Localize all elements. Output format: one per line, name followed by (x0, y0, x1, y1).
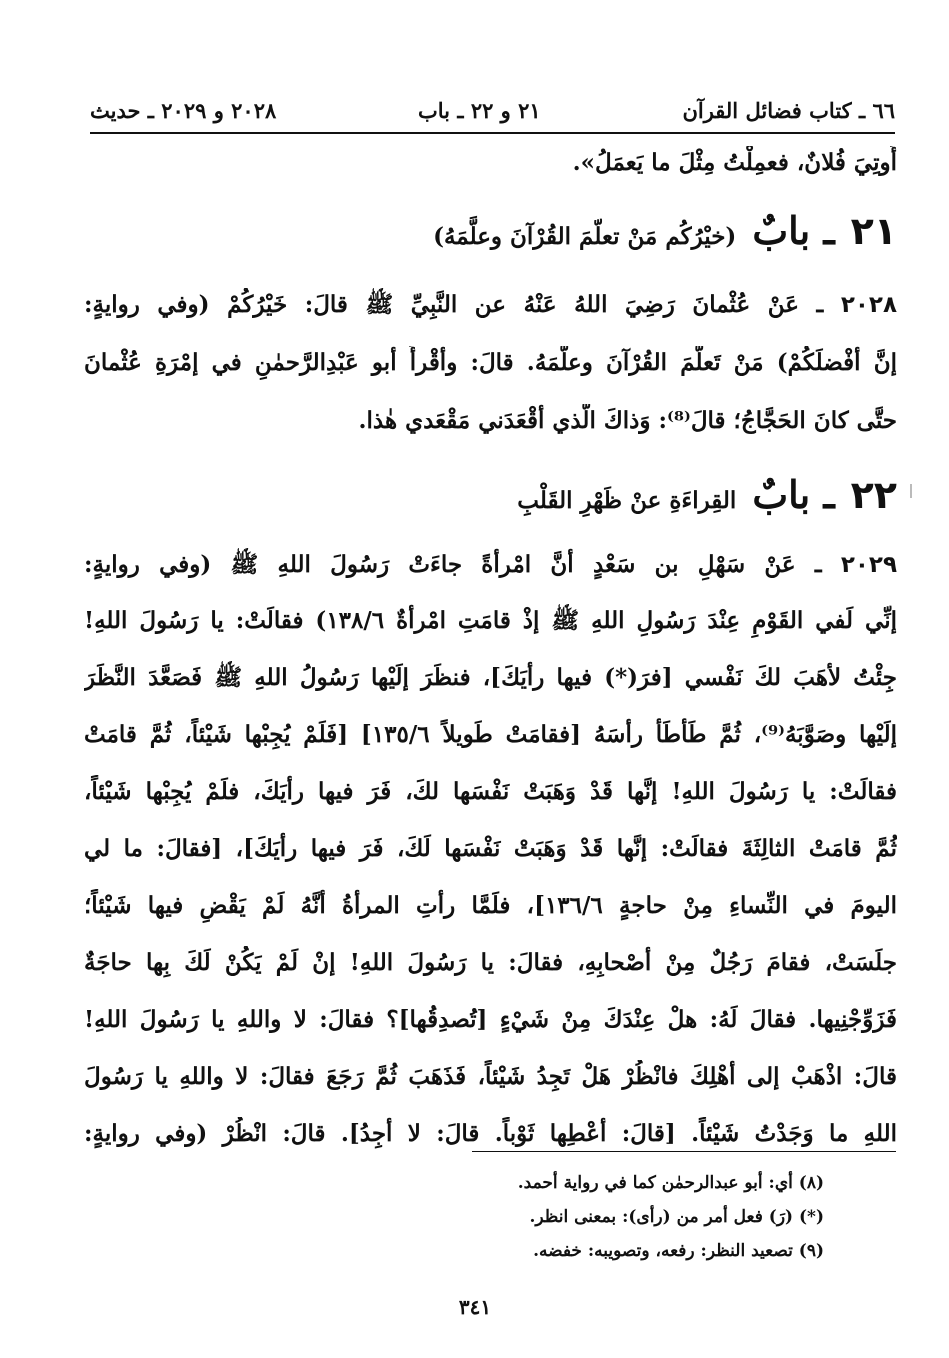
chapter-word: ـ بابٌ (752, 472, 835, 517)
hadith-text: ـ عَنْ عُثْمانَ رَضِيَ اللهُ عَنْهُ عن النَّبِيِّ ﷺ قالَ: خَيْرُكُمْ (وفي روايةٍ: (84, 291, 824, 318)
hadith-2028-line (84, 288, 897, 322)
text-line: إلَيْها وصَوَّبَهُ⁽⁹⁾، ثُمَّ طَأْطَأَ رأسَهُ [فقامَتْ طَويلاً ١٣٥/٦] [فَلَمْ يُجِبْها شَيْئاً، ثُمَّ قامَتْ (84, 721, 897, 748)
hadith-number: ٢٠٢٩ (840, 552, 897, 578)
text-line: جلَسَتْ، فقامَ رَجُلٌ مِنْ أصْحابِهِ، فقالَ: يا رَسُولَ اللهِ! إنْ لَمْ يَكُنْ لَكَ بِها حاجَةٌ (84, 949, 897, 976)
text-line: إنِّي لَفي القَوْمِ عِنْدَ رَسُولِ اللهِ ﷺ إذْ قامَتِ امْرأةٌ ١٣٨/٦) فقالَتْ: يا رَسُولَ اللهِ! (84, 607, 897, 634)
hadith-number: ٢٠٢٨ (840, 292, 897, 318)
margin-mark (910, 484, 912, 498)
page-number: ٣٤١ (458, 1295, 492, 1319)
chapter-number: ٢١ (850, 209, 897, 253)
running-header (90, 93, 895, 127)
text-line: أُوتِيَ فُلانٌ، فعمِلْتُ مِثْلَ ما يَعمَلُ». (572, 149, 897, 176)
footnote: (٨) أي: أبو عبدالرحمٰن كما في رواية أحمد. (517, 1173, 824, 1193)
chapter-heading-22 (84, 472, 897, 517)
header-hadith-range: ٢٠٢٨ و ٢٠٢٩ ـ حديث (90, 97, 277, 123)
header-chapter: ٢١ و ٢٢ ـ باب (418, 97, 541, 123)
footnote: (٩) تصعيد النظر: رفعه، وتصويبه: خفضه. (533, 1241, 824, 1261)
chapter-word: ـ بابٌ (752, 208, 835, 253)
hadith-2029-line (84, 548, 897, 582)
footnote: (*) (رَ) فعل أمر من (رأى): بمعنى انظر. (529, 1207, 824, 1227)
chapter-title: القِراءَةِ عنْ ظَهْرِ القَلْبِ (517, 487, 737, 514)
hadith-text: ـ عَنْ سَهْلِ بن سَعْدٍ أنَّ امْرأةً جاءَتْ رَسُولَ اللهِ ﷺ (وفي روايةٍ: (84, 551, 822, 578)
header-divider (90, 132, 895, 134)
text-line: اللهِ ما وَجَدْتُ شَيْئاً. [قالَ: أعْطِها ثَوْباً. قالَ: لا أجِدُ]. قالَ: انْظُرْ (وفي روايةٍ: (84, 1120, 897, 1147)
text-line: قالَ: اذْهَبْ إلى أهْلِكَ فانْظُرْ هَلْ تَجِدُ شَيْئاً، فَذَهَبَ ثُمَّ رَجَعَ فقالَ: لا واللهِ يا رَسُولَ (84, 1063, 897, 1090)
text-line: حتَّى كانَ الحَجَّاجُ؛ قالَ⁽⁸⁾: وَذاكَ الَّذي أقْعَدَني مَقْعَدي هٰذا. (358, 407, 897, 434)
chapter-title: (خيْرُكُم مَنْ تعلّمَ القُرْآنَ وعلَّمَهُ) (433, 223, 737, 250)
text-line: جِئْتُ لأهَبَ لكَ نَفْسي [فرَ(*) فيها رأيَكَ]، فنظَرَ إلَيْها رَسُولُ اللهِ ﷺ فَصَعَّدَ النَّظَرَ (84, 664, 897, 691)
chapter-heading-21 (84, 208, 897, 253)
text-line: فَزَوِّجْنِيها. فقالَ لَهُ: هلْ عِنْدَكَ مِنْ شَيْءٍ [تُصدِقُها]؟ فقالَ: لا واللهِ يا رَسُولَ اللهِ! (84, 1006, 897, 1033)
text-line: فقالَتْ: يا رَسُولَ اللهِ! إنَّها قَدْ وَهَبَتْ نَفْسَها لكَ، فَرَ فيها رأيَكَ، فلَمْ يُجِبْها شَيْئاً، (84, 778, 897, 805)
header-book-title: ٦٦ ـ كتاب فضائل القرآن (682, 97, 895, 123)
text-line: إنَّ أفْضلَكُمْ) مَنْ تَعلَّمَ القُرْآنَ وعلَّمَهُ. قالَ: وأقْرأَ أبو عَبْدِالرَّحمٰنِ في إمْرَةِ عُثْمانَ (84, 349, 897, 376)
chapter-number: ٢٢ (850, 473, 897, 517)
text-line: ثُمَّ قامَتْ الثالِثَةَ فقالَتْ: إنَّها قَدْ وَهَبَتْ نَفْسَها لَكَ، فَرَ فيها رأيَكَ]، [فقالَ: ما لي (84, 835, 897, 862)
text-line: اليومَ في النِّساءِ مِنْ حاجةٍ ١٣٦/٦]، فلَمَّا رأتِ المرأةُ أنَّهُ لَمْ يَقْضِ فيها شَيْئاً؛ (84, 892, 897, 919)
footnote-divider (472, 1151, 896, 1152)
footnotes (324, 1166, 824, 1268)
